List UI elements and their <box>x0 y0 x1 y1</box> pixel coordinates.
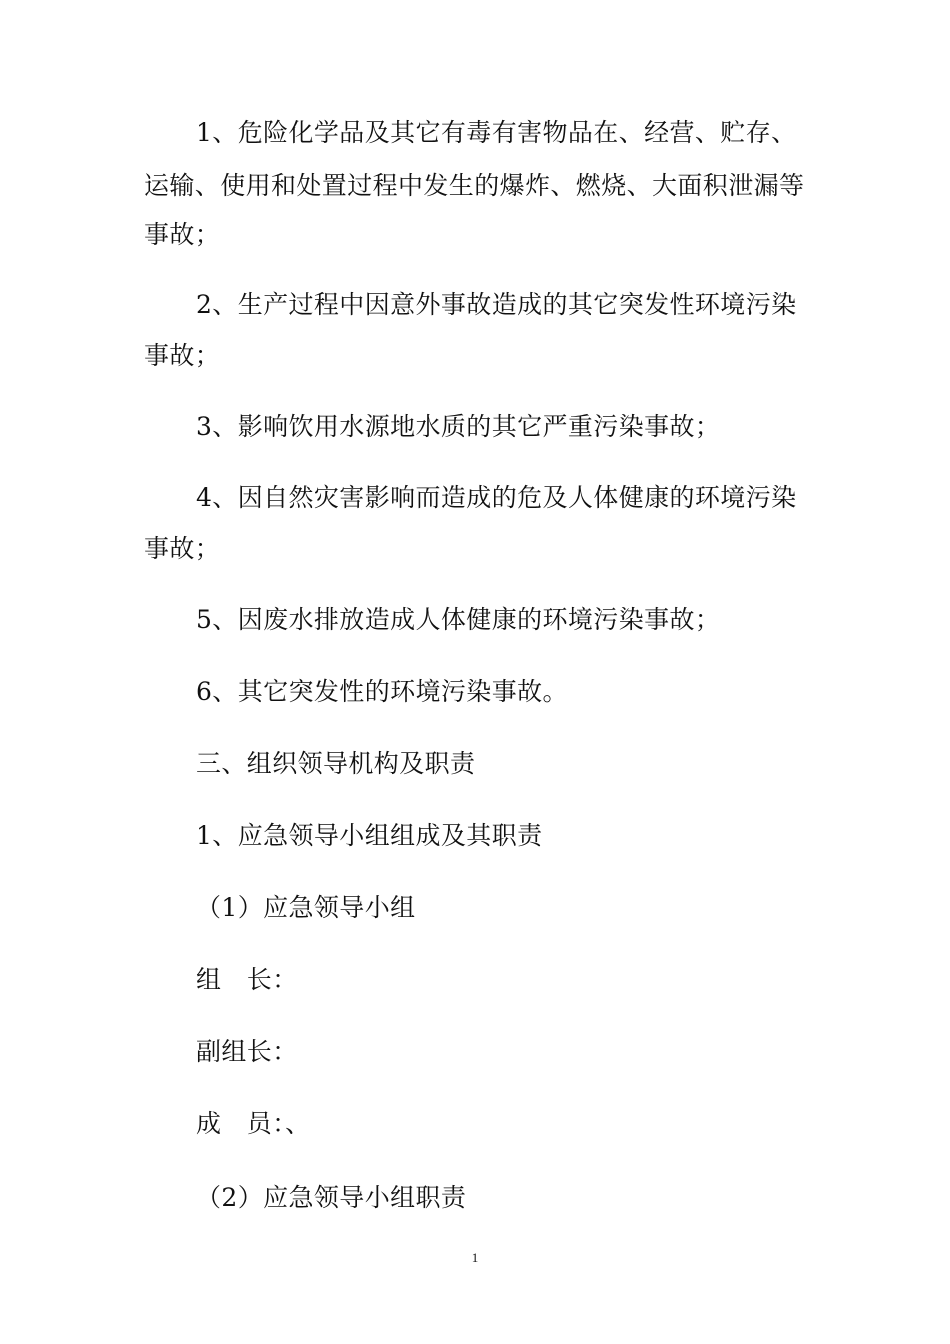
deputy-leader-field-label: 副组长： <box>196 1037 298 1066</box>
paragraph-line: 3、影响饮用水源地水质的其它严重污染事故； <box>196 412 721 441</box>
page-number: 1 <box>471 1250 479 1265</box>
sub-item-heading: （2）应急领导小组职责 <box>196 1183 467 1212</box>
paragraph-line: 事故； <box>144 341 221 370</box>
paragraph-line: 事故； <box>144 220 221 249</box>
paragraph-line: 2、生产过程中因意外事故造成的其它突发性环境污染 <box>196 290 797 319</box>
section-heading: 三、组织领导机构及职责 <box>196 749 476 778</box>
sub-item-heading: （1）应急领导小组 <box>196 893 416 922</box>
paragraph-line: 4、因自然灾害影响而造成的危及人体健康的环境污染 <box>196 483 797 512</box>
leader-field-label: 组 长： <box>196 965 298 994</box>
subsection-heading: 1、应急领导小组组成及其职责 <box>196 821 543 850</box>
paragraph-line: 事故； <box>144 534 221 563</box>
paragraph-line: 5、因废水排放造成人体健康的环境污染事故； <box>196 605 721 634</box>
paragraph-line: 6、其它突发性的环境污染事故。 <box>196 677 568 706</box>
paragraph-line: 运输、使用和处置过程中发生的爆炸、燃烧、大面积泄漏等 <box>144 171 805 200</box>
members-field-label: 成 员：、 <box>196 1109 311 1138</box>
paragraph-line: 1、危险化学品及其它有毒有害物品在、经营、贮存、 <box>196 118 797 147</box>
